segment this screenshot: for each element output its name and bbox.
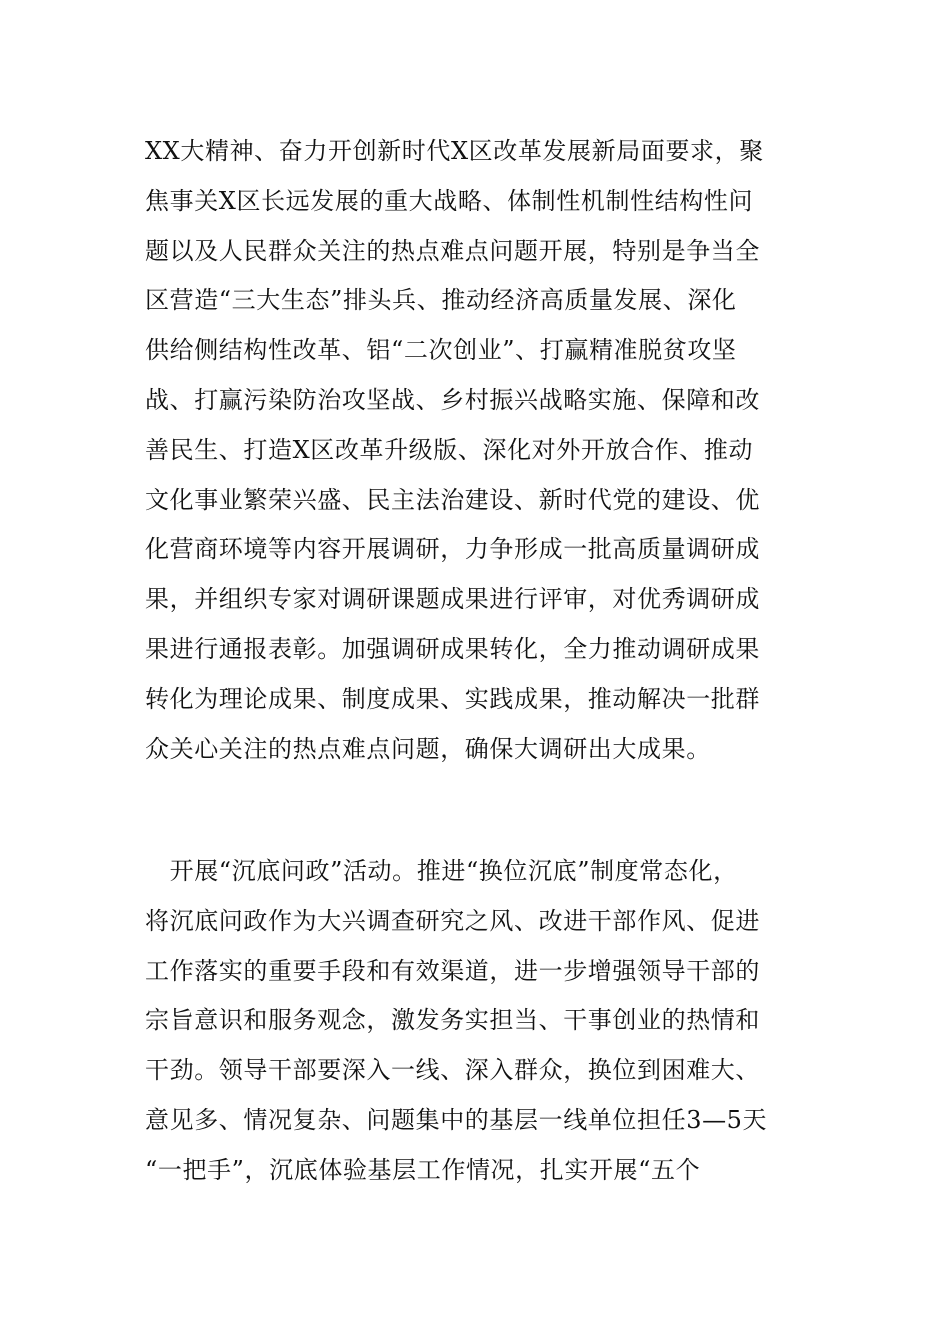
paragraph-line: 果，并组织专家对调研课题成果进行评审，对优秀调研成 (145, 585, 760, 614)
paragraph-line: 题以及人民群众关注的热点难点问题开展，特别是争当全 (145, 236, 760, 265)
paragraph-line: 文化事业繁荣兴盛、民主法治建设、新时代党的建设、优 (145, 485, 760, 514)
paragraph-line: 供给侧结构性改革、铝“二次创业”、打赢精准脱贫攻坚 (145, 336, 737, 365)
paragraph-line: 战、打赢污染防治攻坚战、乡村振兴战略实施、保障和改 (145, 385, 760, 414)
body-paragraph-1 (145, 127, 825, 774)
paragraph-line: XX大精神、奋力开创新时代X区改革发展新局面要求，聚 (145, 137, 764, 165)
paragraph-line: 宗旨意识和服务观念，激发务实担当、干事创业的热情和 (145, 1006, 760, 1035)
paragraph-line: 区营造“三大生态”排头兵、推动经济高质量发展、深化 (145, 286, 737, 315)
paragraph-line: 将沉底问政作为大兴调查研究之风、改进干部作风、促进 (145, 906, 760, 935)
paragraph-line: 果进行通报表彰。加强调研成果转化，全力推动调研成果 (145, 634, 760, 663)
paragraph-line: 工作落实的重要手段和有效渠道，进一步增强领导干部的 (145, 956, 760, 985)
paragraph-line: 开展“沉底问政”活动。推进“换位沉底”制度常态化， (145, 857, 738, 885)
paragraph-line: 善民生、打造X区改革升级版、深化对外开放合作、推动 (145, 435, 754, 464)
paragraph-line: 众关心关注的热点难点问题，确保大调研出大成果。 (145, 734, 711, 763)
paragraph-line: “一把手”，沉底体验基层工作情况，扎实开展“五个 (145, 1155, 701, 1184)
paragraph-line: 焦事关X区长远发展的重大战略、体制性机制性结构性问 (145, 186, 754, 215)
paragraph-line: 转化为理论成果、制度成果、实践成果，推动解决一批群 (145, 684, 760, 713)
body-paragraph-2 (145, 847, 825, 1196)
paragraph-line: 意见多、情况复杂、问题集中的基层一线单位担任3—5天 (145, 1105, 768, 1134)
paragraph-line: 化营商环境等内容开展调研，力争形成一批高质量调研成 (145, 535, 760, 564)
paragraph-line: 干劲。领导干部要深入一线、深入群众，换位到困难大、 (145, 1056, 760, 1085)
